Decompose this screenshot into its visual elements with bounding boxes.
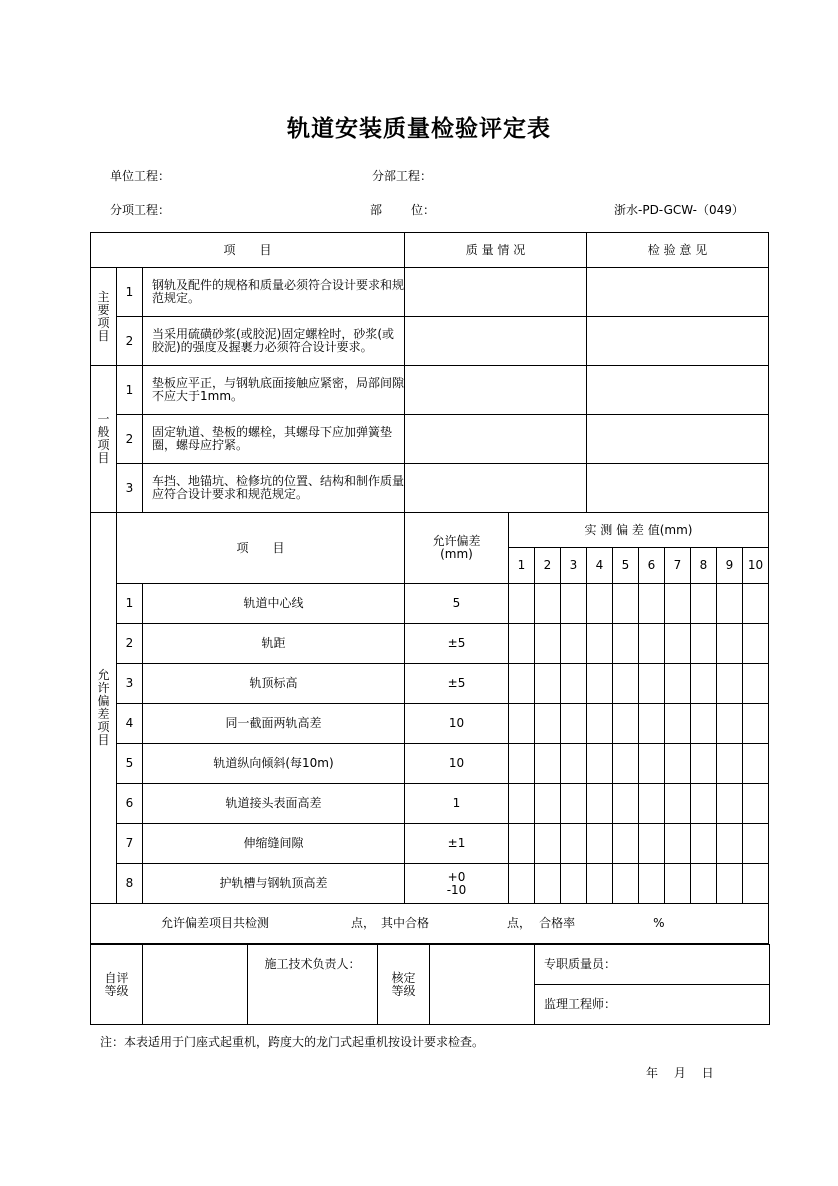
measurement-cell[interactable]	[717, 784, 743, 824]
verify-cell[interactable]	[430, 945, 535, 1025]
allowed-deviation: ±5	[405, 664, 509, 704]
measurement-cell[interactable]	[509, 664, 535, 704]
measurement-cell[interactable]	[587, 584, 613, 624]
general-items-label: 一 般 项 目	[91, 366, 117, 513]
measurement-cell[interactable]	[639, 864, 665, 904]
measurement-cell[interactable]	[613, 584, 639, 624]
requirement-text: 车挡、地锚坑、检修坑的位置、结构和制作质量应符合设计要求和规范规定。	[143, 464, 405, 513]
deviation-row	[91, 864, 769, 904]
row-number: 1	[117, 268, 143, 317]
deviation-row	[91, 824, 769, 864]
allowed-deviation: ±5	[405, 624, 509, 664]
measurement-cell[interactable]	[561, 784, 587, 824]
inspection-table	[90, 232, 769, 944]
quality-cell[interactable]	[405, 268, 587, 317]
measure-column-label: 1	[509, 548, 535, 584]
division-project-label: 分部工程：	[372, 169, 433, 183]
row-number: 4	[117, 704, 143, 744]
measurement-cell[interactable]	[535, 584, 561, 624]
page-title: 轨道安装质量检验评定表	[287, 116, 551, 142]
deviation-row	[91, 744, 769, 784]
measurement-cell[interactable]	[509, 704, 535, 744]
deviation-item: 轨道接头表面高差	[143, 784, 405, 824]
deviation-row	[91, 584, 769, 624]
measurement-cell[interactable]	[587, 664, 613, 704]
measurement-cell[interactable]	[509, 864, 535, 904]
deviation-item: 轨道中心线	[143, 584, 405, 624]
measurement-cell[interactable]	[561, 864, 587, 904]
measurement-cell[interactable]	[639, 784, 665, 824]
quality-cell[interactable]	[405, 317, 587, 366]
measurement-cell[interactable]	[743, 784, 769, 824]
measurement-cell[interactable]	[717, 704, 743, 744]
supervisor-label: 监理工程师：	[535, 985, 770, 1025]
row-number: 8	[117, 864, 143, 904]
measurement-cell[interactable]	[535, 824, 561, 864]
measurement-cell[interactable]	[509, 584, 535, 624]
measure-column-label: 8	[691, 548, 717, 584]
summary-row	[91, 904, 769, 944]
row-number: 6	[117, 784, 143, 824]
measurement-cell[interactable]	[561, 704, 587, 744]
measurement-cell[interactable]	[691, 784, 717, 824]
measurement-cell[interactable]	[613, 784, 639, 824]
measurement-cell[interactable]	[587, 784, 613, 824]
measurement-cell[interactable]	[743, 584, 769, 624]
row-number: 3	[117, 664, 143, 704]
summary-text-3: 其中合格	[381, 916, 430, 930]
measurement-cell[interactable]	[587, 864, 613, 904]
table-header-row	[91, 233, 769, 268]
measurement-cell[interactable]	[613, 864, 639, 904]
measurement-cell[interactable]	[665, 864, 691, 904]
measure-column-label: 10	[743, 548, 769, 584]
measurement-cell[interactable]	[717, 744, 743, 784]
measurement-cell[interactable]	[691, 704, 717, 744]
measurement-cell[interactable]	[691, 664, 717, 704]
measurement-cell[interactable]	[665, 624, 691, 664]
allowed-deviation: 10	[405, 704, 509, 744]
measurement-cell[interactable]	[561, 744, 587, 784]
measurement-cell[interactable]	[691, 624, 717, 664]
form-code: 浙水-PD-GCW-（049）	[614, 203, 744, 217]
measurement-cell[interactable]	[665, 784, 691, 824]
measurement-cell[interactable]	[613, 664, 639, 704]
requirement-text: 钢轨及配件的规格和质量必须符合设计要求和规范规定。	[143, 268, 405, 317]
measurement-cell[interactable]	[743, 744, 769, 784]
opinion-cell[interactable]	[587, 366, 769, 415]
verify-label: 核定 等级	[378, 945, 430, 1025]
quality-cell[interactable]	[405, 415, 587, 464]
table-row	[91, 317, 769, 366]
measurement-cell[interactable]	[743, 624, 769, 664]
date-label: 年 月 日	[646, 1066, 714, 1080]
location-label-a: 部	[370, 203, 383, 217]
row-number: 1	[117, 584, 143, 624]
opinion-cell[interactable]	[587, 317, 769, 366]
measurement-cell[interactable]	[717, 664, 743, 704]
measurement-cell[interactable]	[587, 624, 613, 664]
measurement-cell[interactable]	[587, 744, 613, 784]
measure-column-label: 7	[665, 548, 691, 584]
measurement-cell[interactable]	[665, 824, 691, 864]
measurement-cell[interactable]	[613, 744, 639, 784]
header-quality: 质 量 情 况	[405, 233, 587, 268]
deviation-row	[91, 624, 769, 664]
allowed-deviation: +0 -10	[405, 864, 509, 904]
tech-lead-label: 施工技术负责人：	[248, 945, 378, 1025]
quality-cell[interactable]	[405, 464, 587, 513]
header-item: 项 目	[91, 233, 405, 268]
row-number: 2	[117, 317, 143, 366]
opinion-cell[interactable]	[587, 415, 769, 464]
measurement-cell[interactable]	[587, 704, 613, 744]
measurement-cell[interactable]	[509, 824, 535, 864]
deviation-item: 轨距	[143, 624, 405, 664]
quality-cell[interactable]	[405, 366, 587, 415]
table-row	[91, 415, 769, 464]
allowed-deviation: 10	[405, 744, 509, 784]
signoff-table	[90, 944, 770, 1025]
summary-text-2: 点，	[351, 916, 376, 930]
deviation-header-row	[91, 513, 769, 548]
row-number: 1	[117, 366, 143, 415]
measurement-cell[interactable]	[639, 624, 665, 664]
opinion-cell[interactable]	[587, 464, 769, 513]
measurement-cell[interactable]	[691, 824, 717, 864]
measurement-cell[interactable]	[743, 704, 769, 744]
measurement-cell[interactable]	[561, 584, 587, 624]
measurement-cell[interactable]	[639, 584, 665, 624]
measurement-cell[interactable]	[639, 664, 665, 704]
row-number: 2	[117, 415, 143, 464]
measurement-cell[interactable]	[535, 664, 561, 704]
requirement-text: 垫板应平正，与钢轨底面接触应紧密，局部间隙不应大于1mm。	[143, 366, 405, 415]
measurement-cell[interactable]	[535, 864, 561, 904]
deviation-item: 伸缩缝间隙	[143, 824, 405, 864]
allowed-deviation: ±1	[405, 824, 509, 864]
row-number: 2	[117, 624, 143, 664]
unit-project-label: 单位工程：	[110, 169, 171, 183]
deviation-item: 轨顶标高	[143, 664, 405, 704]
deviation-item-header: 项 目	[117, 513, 405, 584]
measurement-cell[interactable]	[613, 704, 639, 744]
measurement-cell[interactable]	[613, 824, 639, 864]
measurement-cell[interactable]	[535, 784, 561, 824]
self-eval-label: 自评 等级	[91, 945, 143, 1025]
deviation-item: 轨道纵向倾斜(每10m)	[143, 744, 405, 784]
measurement-cell[interactable]	[717, 864, 743, 904]
measure-column-label: 2	[535, 548, 561, 584]
deviation-row	[91, 704, 769, 744]
measured-deviation-header: 实 测 偏 差 值(mm)	[509, 513, 769, 548]
measure-column-label: 6	[639, 548, 665, 584]
measurement-cell[interactable]	[561, 824, 587, 864]
measurement-cell[interactable]	[691, 744, 717, 784]
main-items-label: 主 要 项 目	[91, 268, 117, 366]
measurement-cell[interactable]	[691, 584, 717, 624]
deviation-row	[91, 784, 769, 824]
summary-text-4: 点，	[507, 916, 532, 930]
location-label-b: 位：	[411, 203, 436, 217]
measurement-cell[interactable]	[717, 824, 743, 864]
measurement-cell[interactable]	[717, 624, 743, 664]
measurement-cell[interactable]	[535, 624, 561, 664]
allowed-deviation: 5	[405, 584, 509, 624]
row-number: 7	[117, 824, 143, 864]
measure-column-label: 5	[613, 548, 639, 584]
measurement-cell[interactable]	[509, 624, 535, 664]
quality-officer-label: 专职质量员：	[535, 945, 770, 985]
header-opinion: 检 验 意 见	[587, 233, 769, 268]
measurement-cell[interactable]	[561, 664, 587, 704]
summary-text-6: %	[653, 916, 665, 930]
measurement-cell[interactable]	[743, 664, 769, 704]
sub-project-label: 分项工程：	[110, 203, 171, 217]
footnote: 注：本表适用于门座式起重机，跨度大的龙门式起重机按设计要求检查。	[100, 1035, 485, 1049]
measurement-cell[interactable]	[509, 744, 535, 784]
table-row	[91, 366, 769, 415]
opinion-cell[interactable]	[587, 268, 769, 317]
measurement-cell[interactable]	[587, 824, 613, 864]
summary-text-5: 合格率	[539, 916, 576, 930]
summary-cell	[91, 904, 769, 944]
measurement-cell[interactable]	[743, 864, 769, 904]
measure-column-label: 4	[587, 548, 613, 584]
measurement-cell[interactable]	[561, 624, 587, 664]
measurement-cell[interactable]	[535, 744, 561, 784]
measurement-cell[interactable]	[691, 864, 717, 904]
measurement-cell[interactable]	[665, 584, 691, 624]
measurement-cell[interactable]	[535, 704, 561, 744]
measurement-cell[interactable]	[717, 584, 743, 624]
self-eval-cell[interactable]	[143, 945, 248, 1025]
row-number: 5	[117, 744, 143, 784]
measure-column-label: 9	[717, 548, 743, 584]
signoff-row	[91, 945, 770, 985]
measurement-cell[interactable]	[665, 704, 691, 744]
deviation-items-label: 允 许 偏 差 项 目	[91, 513, 117, 904]
table-row	[91, 464, 769, 513]
summary-text-1: 允许偏差项目共检测	[161, 916, 270, 930]
deviation-item: 护轨槽与钢轨顶高差	[143, 864, 405, 904]
measurement-cell[interactable]	[639, 824, 665, 864]
measurement-cell[interactable]	[665, 744, 691, 784]
measurement-cell[interactable]	[509, 784, 535, 824]
requirement-text: 固定轨道、垫板的螺栓，其螺母下应加弹簧垫圈，螺母应拧紧。	[143, 415, 405, 464]
deviation-item: 同一截面两轨高差	[143, 704, 405, 744]
requirement-text: 当采用硫磺砂浆(或胶泥)固定螺栓时，砂浆(或胶泥)的强度及握裹力必须符合设计要求。	[143, 317, 405, 366]
allowed-deviation-header: 允许偏差 (mm)	[405, 513, 509, 584]
measurement-cell[interactable]	[613, 624, 639, 664]
measurement-cell[interactable]	[639, 744, 665, 784]
measure-column-label: 3	[561, 548, 587, 584]
allowed-deviation: 1	[405, 784, 509, 824]
row-number: 3	[117, 464, 143, 513]
measurement-cell[interactable]	[743, 824, 769, 864]
measurement-cell[interactable]	[665, 664, 691, 704]
deviation-row	[91, 664, 769, 704]
table-row	[91, 268, 769, 317]
measurement-cell[interactable]	[639, 704, 665, 744]
